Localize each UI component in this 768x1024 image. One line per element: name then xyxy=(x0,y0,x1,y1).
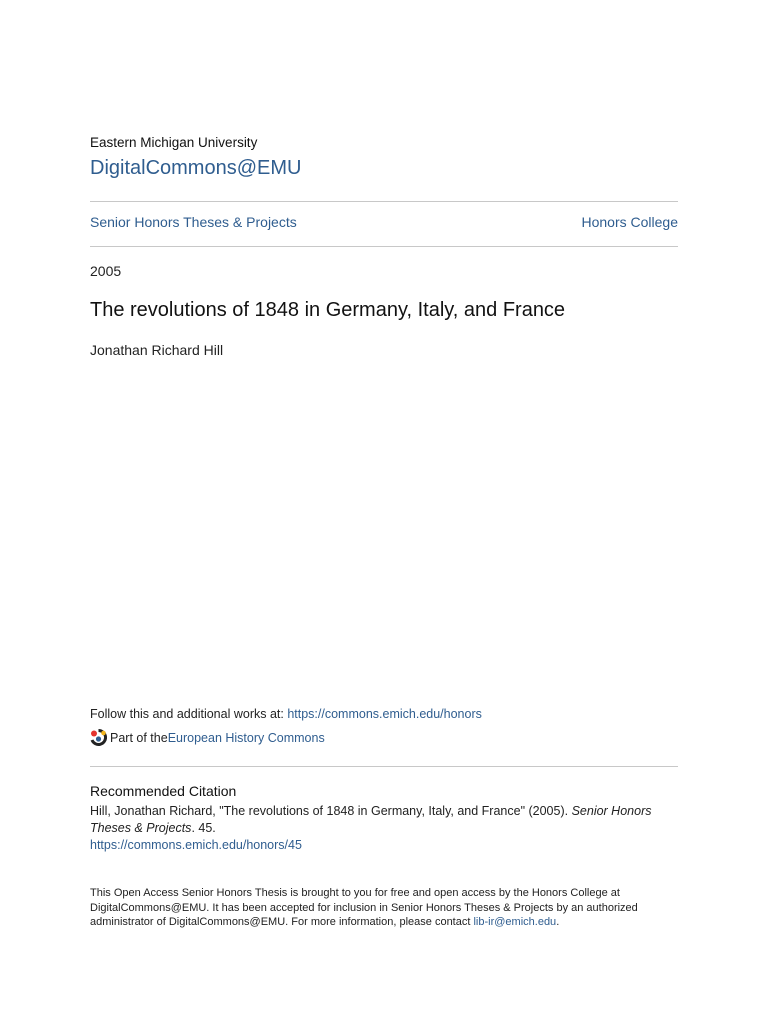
access-statement-text: This Open Access Senior Honors Thesis is brought to you for free and open access by the Honors College at DigitalCommons@EMU. It has been accepted for inclusion in Senior Honors Theses & Projects by an authorized administrator of DigitalCommons@EMU. For more information, please contact xyxy=(90,887,638,929)
contact-email-link[interactable]: lib-ir@emich.edu xyxy=(473,916,557,929)
access-statement xyxy=(90,886,678,930)
divider-nav xyxy=(90,246,678,247)
publication-year: 2005 xyxy=(90,263,122,279)
access-statement-end: . xyxy=(556,916,560,929)
citation-text xyxy=(90,803,678,837)
follow-line xyxy=(90,707,482,721)
divider-citation xyxy=(90,766,678,767)
follow-link[interactable]: https://commons.emich.edu/honors xyxy=(287,707,482,721)
cover-page xyxy=(90,0,678,1024)
institution-name: Eastern Michigan University xyxy=(90,135,258,150)
citation-text-before: Hill, Jonathan Richard, "The revolutions of 1848 in Germany, Italy, and France" (2005). xyxy=(90,804,572,818)
part-of-line xyxy=(90,729,325,747)
document-title: The revolutions of 1848 in Germany, Italy, and France xyxy=(90,299,566,321)
citation-series: Senior Honors Theses & Projects xyxy=(90,804,652,835)
network-commons-icon xyxy=(90,729,107,747)
discipline-link[interactable]: European History Commons xyxy=(167,731,325,745)
citation-url-link[interactable]: https://commons.emich.edu/honors/45 xyxy=(90,838,302,852)
college-link[interactable]: Honors College xyxy=(581,214,678,230)
repository-link[interactable]: DigitalCommons@EMU xyxy=(90,157,302,179)
series-link[interactable]: Senior Honors Theses & Projects xyxy=(90,214,297,230)
divider-top xyxy=(90,201,678,202)
follow-prefix: Follow this and additional works at: xyxy=(90,707,288,721)
citation-heading: Recommended Citation xyxy=(90,783,237,799)
citation-text-after: . 45. xyxy=(191,821,216,835)
part-of-prefix: Part of the xyxy=(110,731,168,745)
author-name: Jonathan Richard Hill xyxy=(90,342,224,358)
